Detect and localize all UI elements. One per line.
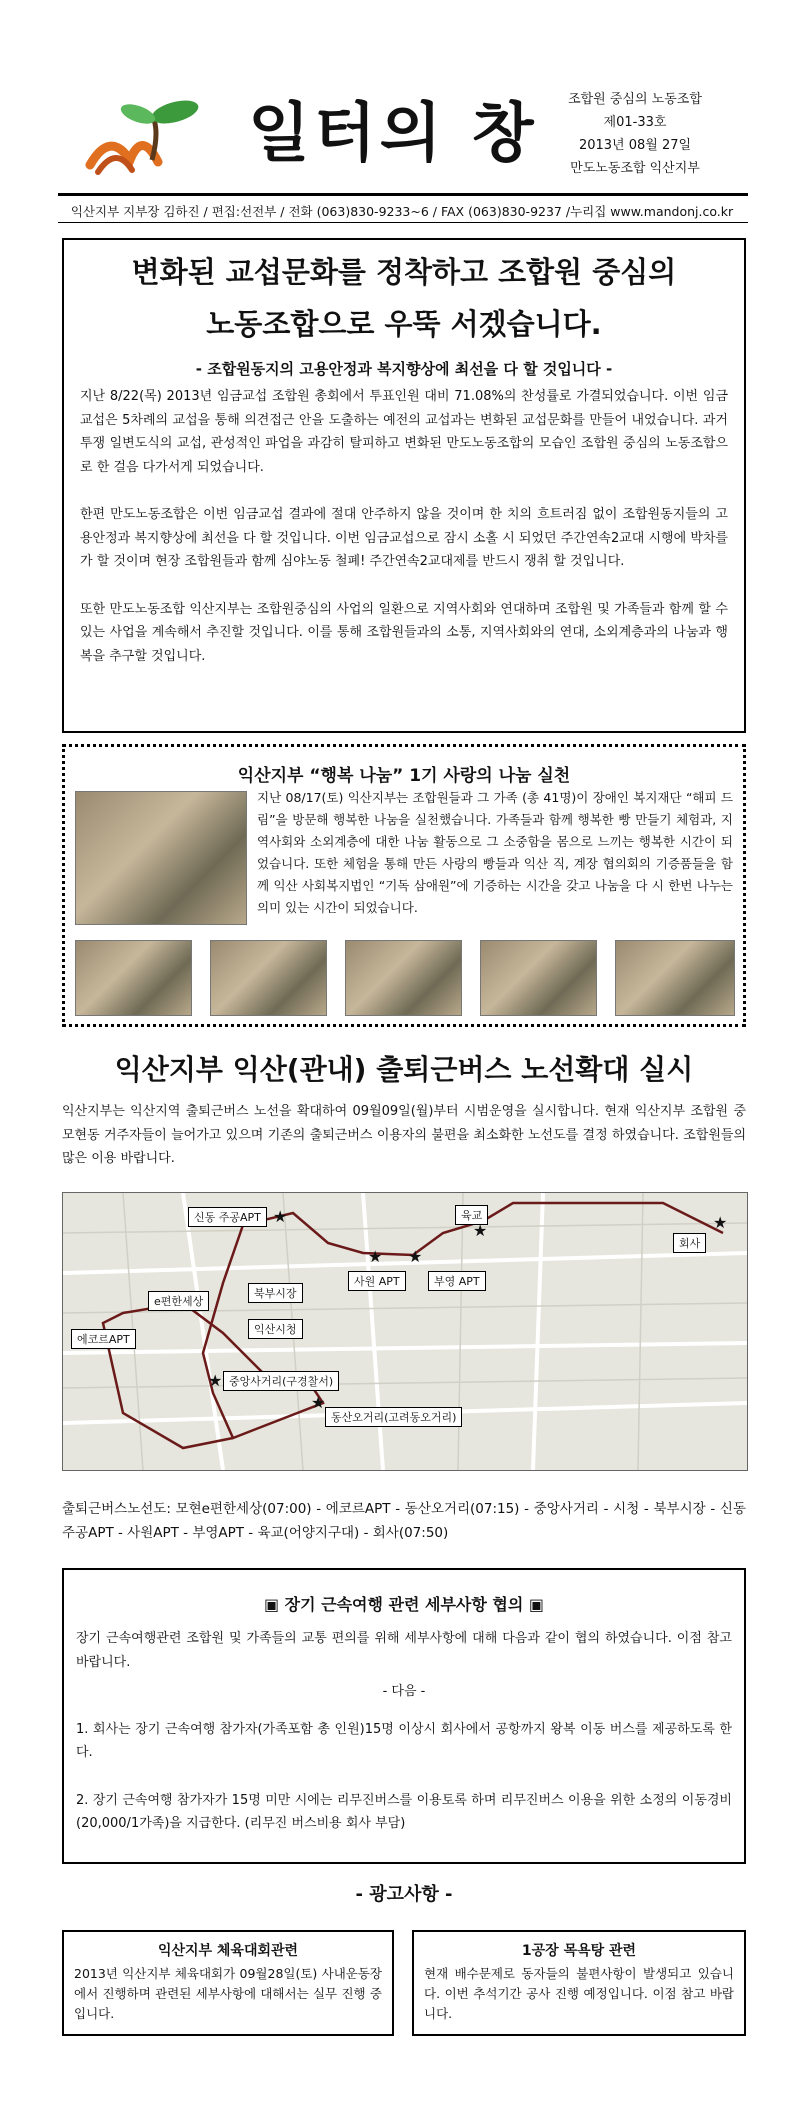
- masthead-info-line: 익산지부 지부장 김하진 / 편집:선전부 / 전화 (063)830-9233~6 / FAX (063)830-9237 /누리집 www.mandonj.co.kr: [70, 204, 734, 219]
- map-label-sindong-apt: 신동 주공APT: [188, 1207, 267, 1227]
- bus-title: 익산지부 익산(관내) 출퇴근버스 노선확대 실시: [114, 1053, 694, 1086]
- union-logo: [80, 90, 210, 180]
- issue-slogan: 조합원 중심의 노동조합: [568, 92, 702, 107]
- sharing-body: 지난 08/17(토) 익산지부는 조합원들과 그 가족 (총 41명)이 장애인 복지재단 “해피 드림”을 방문해 행복한 나눔을 실천했습니다. 가족들과 함께 행복한 빵 만들기 체험과, 지역사회와 소외계층에 대한 나눔 활동으로 그 소중함을 몸으로 느끼는 행복한 시간이 되었습니다. 또한 체험을 통해 만든 사랑의 빵들과 익산 직, 계장 협의회의 기증품들을 함께 익산 사회복지법인 “기독 삼애원”에 기증하는 시간을 갖고 나눔을 다 시 한번 나누는 의미 있는 시간이 되었습니다.: [257, 790, 733, 915]
- map-label-ecore-apt: 에코르APT: [71, 1329, 136, 1349]
- lead-paragraph-2: 한편 만도노동조합은 이번 임금교섭 결과에 절대 안주하지 않을 것이며 한 치의 흐트러짐 없이 조합원동지들의 고용안정과 복지향상에 최선을 다 할 것입니다. 이번 임금교섭으로 잠시 소홀 시 되었던 주간연속2교대 시행에 박차를 가 할 것이며 현장 조합원들과 함께 심야노동 철폐! 주간연속2교대제를 반드시 쟁취 할 것입니다.: [80, 507, 728, 569]
- trip-title: ▣ 장기 근속여행 관련 세부사항 협의 ▣: [263, 1595, 545, 1614]
- map-label-sawon-apt: 사원 APT: [348, 1271, 406, 1291]
- activity-photo-5: [615, 940, 735, 1016]
- map-label-company: 회사: [673, 1233, 706, 1253]
- ad-right-title: 1공장 목욕탕 관련: [521, 1943, 637, 1959]
- lead-paragraph-1: 지난 8/22(목) 2013년 임금교섭 조합원 총회에서 투표인원 대비 71.08%의 찬성률로 가결되었습니다. 이번 임금교섭은 5차례의 교섭을 통해 의견접근 안을 도출하는 예전의 교섭과는 변화된 교섭문화를 만들어 내었습니다. 과거 투쟁 일변도식의 교섭, 관성적인 파업을 과감히 탈피하고 변화된 만도노동조합의 모습인 조합원 중심의 노동조합으로 한 걸음 다가서게 되었습니다.: [80, 389, 728, 475]
- group-photo: [75, 791, 247, 925]
- activity-photo-1: [75, 940, 192, 1016]
- star-icon: ★: [208, 1371, 223, 1390]
- bus-route-map: [62, 1192, 748, 1471]
- lead-paragraph-3: 또한 만도노동조합 익산지부는 조합원중심의 사업의 일환으로 지역사회와 연대하며 조합원 및 가족들과 함께 할 수 있는 사업을 계속해서 추진할 것입니다. 이를 통해 조합원들과의 소통, 지역사회와의 연대, 소외계층과의 나눔과 행복을 추구할 것입니다.: [80, 601, 728, 664]
- map-label-city-hall: 익산시청: [248, 1319, 303, 1339]
- map-label-jungang: 중앙사거리(구경찰서): [223, 1371, 339, 1391]
- star-icon: ★: [311, 1393, 326, 1412]
- newsletter-title: 일터의 창: [248, 97, 538, 171]
- lead-article: [62, 238, 746, 733]
- bus-route-text: 출퇴근버스노선도: 모현e편한세상(07:00) - 에코르APT - 동산오거리(07:15) - 중앙사거리 - 시청 - 북부시장 - 신동주공APT - 사원APT - 부영APT - 육교(어양지구대) - 회사(07:50): [62, 1501, 746, 1541]
- map-label-bukbu-market: 북부시장: [248, 1283, 303, 1303]
- trip-article: [62, 1568, 746, 1864]
- lead-headline-2: 노동조합으로 우뚝 서겠습니다.: [206, 307, 602, 341]
- ad-left-title: 익산지부 체육대회관련: [157, 1943, 299, 1959]
- map-label-dongsan: 동산오거리(고려동오거리): [325, 1407, 462, 1427]
- issue-date: 2013년 08월 27일: [578, 138, 692, 153]
- star-icon: ★: [408, 1247, 423, 1266]
- ads-title: - 광고사항 -: [355, 1884, 453, 1905]
- ad-right: [412, 1930, 746, 2036]
- ad-right-body: 현재 배수문제로 동자들의 불편사항이 발생되고 있습니다. 이번 추석기간 공사 진행 예정입니다. 이점 참고 바랍니다.: [424, 1966, 734, 2021]
- activity-photo-3: [345, 940, 462, 1016]
- star-icon: ★: [368, 1247, 383, 1266]
- sharing-title: 익산지부 “행복 나눔” 1기 사랑의 나눔 실천: [237, 766, 571, 786]
- trip-item-1: 1. 회사는 장기 근속여행 참가자(가족포함 총 인원)15명 이상시 회사에서 공항까지 왕복 이동 버스를 제공하도록 한다.: [76, 1721, 732, 1760]
- trip-item-2: 2. 장기 근속여행 참가자가 15명 미만 시에는 리무진버스를 이용토록 하며 리무진버스 이용을 위한 소정의 이동경비(20,000/1가족)을 지급한다. (리무진 버스비용 회사 부담): [76, 1792, 732, 1831]
- star-icon: ★: [713, 1213, 728, 1232]
- bus-body: 익산지부는 익산지역 출퇴근버스 노선을 확대하여 09월09일(월)부터 시범운영을 실시합니다. 현재 익산지부 조합원 중 모현동 거주자들이 늘어가고 있으며 기존의 출퇴근버스 이용자의 불편을 최소화한 노선도를 결정 하였습니다. 조합원들의 많은 이용 바랍니다.: [62, 1104, 746, 1166]
- issue-info: [560, 88, 710, 180]
- trip-next: - 다음 -: [382, 1684, 426, 1699]
- bottom-rule: [58, 222, 748, 223]
- star-icon: ★: [473, 1221, 488, 1240]
- lead-subheading: - 조합원동지의 고용안정과 복지향상에 최선을 다 할 것입니다 -: [195, 360, 613, 378]
- activity-photo-2: [210, 940, 327, 1016]
- ad-left: [62, 1930, 394, 2036]
- activity-photo-4: [480, 940, 597, 1016]
- star-icon: ★: [273, 1207, 288, 1226]
- ad-left-body: 2013년 익산지부 체육대회가 09월28일(토) 사내운동장에서 진행하며 관련된 세부사항에 대해서는 실무 진행 중입니다.: [74, 1966, 382, 2021]
- sharing-article: [62, 744, 746, 1027]
- lead-headline-1: 변화된 교섭문화를 정착하고 조합원 중심의: [131, 255, 677, 289]
- map-label-yukgyo: 육교: [455, 1205, 488, 1225]
- issue-number: 제01-33호: [603, 115, 667, 130]
- map-label-ehanse: e편한세상: [148, 1291, 209, 1311]
- issue-publisher: 만도노동조합 익산지부: [570, 161, 700, 176]
- map-label-buyeong-apt: 부영 APT: [428, 1271, 486, 1291]
- trip-intro: 장기 근속여행관련 조합원 및 가족들의 교통 편의를 위해 세부사항에 대해 다음과 같이 협의 하였습니다. 이점 참고 바랍니다.: [76, 1631, 732, 1670]
- top-rule: [58, 193, 748, 196]
